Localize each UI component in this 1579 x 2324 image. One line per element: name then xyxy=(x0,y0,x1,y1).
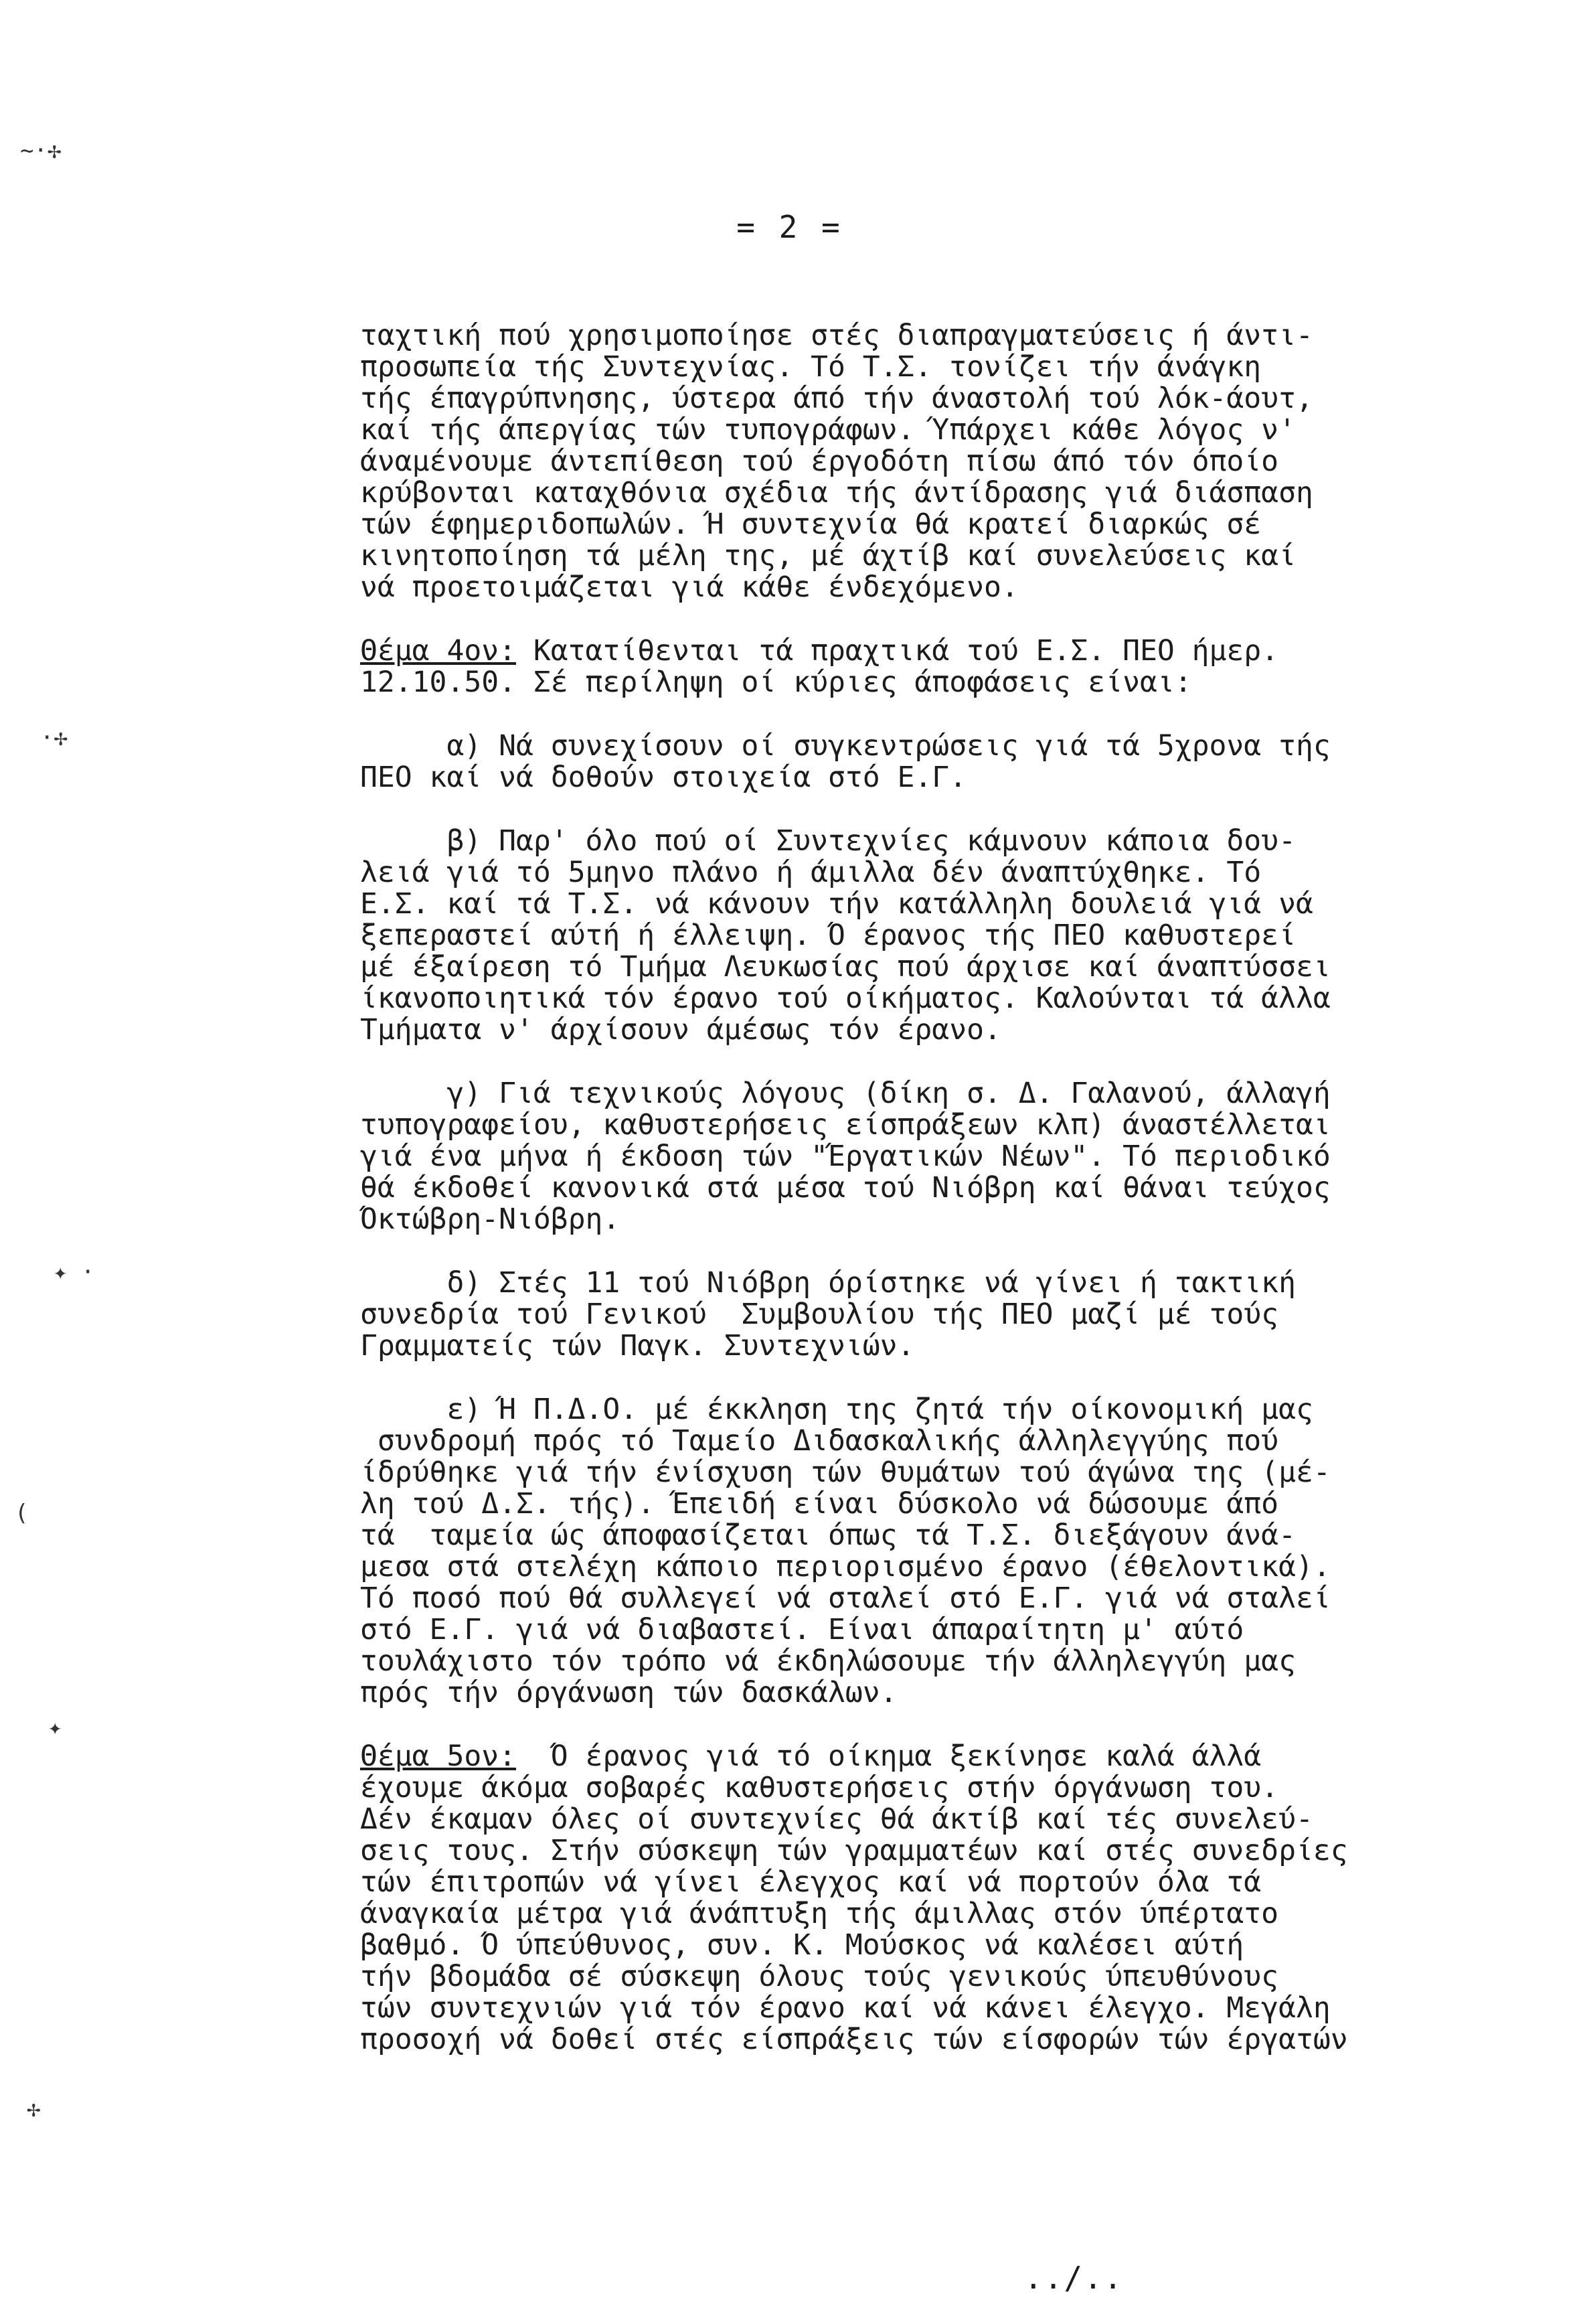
paragraph-theme5 xyxy=(360,1741,1538,2056)
text-line: στό Ε.Γ. γιά νά διαβαστεί. Είναι άπαραίτητη μ' αύτό xyxy=(360,1613,1244,1646)
text-line: α) Νά συνεχίσουν οί συγκεντρώσεις γιά τά 5χρονα τής xyxy=(360,729,1331,763)
text-line: ίδρύθηκε γιά τήν ένίσχυση τών θυμάτων τού άγώνα της (μέ- xyxy=(360,1456,1331,1489)
text-line: Δέν έκαμαν όλες οί συντεχνίες θά άκτίβ καί τές συνελεύ- xyxy=(360,1802,1313,1836)
text-line xyxy=(360,635,1538,667)
text-line: γιά ένα μήνα ή έκδοση τών "Έργατικών Νέων". Τό περιοδικό xyxy=(360,1140,1331,1173)
margin-mark: ✢ xyxy=(27,2096,41,2122)
text-line: τά ταμεία ώς άποφασίζεται όπως τά Τ.Σ. διεξάγουν άνά- xyxy=(360,1519,1296,1552)
text-line: καί τής άπεργίας τών τυπογράφων. Ύπάρχει κάθε λόγος ν' xyxy=(360,413,1296,447)
text-line: κινητοποίηση τά μέλη της, μέ άχτίβ καί συνελεύσεις καί xyxy=(360,539,1296,572)
text-line: 12.10.50. Σέ περίληψη οί κύριες άποφάσεις είναι: xyxy=(360,666,1192,699)
text-line: προσοχή νά δοθεί στές είσπράξεις τών είσφορών τών έργατών xyxy=(360,2023,1348,2056)
text-line: σεις τους. Στήν σύσκεψη τών γραμματέων καί στές συνεδρίες xyxy=(360,1834,1348,1867)
heading-text: Ό έρανος γιά τό οίκημα ξεκίνησε καλά άλλά xyxy=(516,1739,1262,1773)
text-line: έχουμε άκόμα σοβαρές καθυστερήσεις στήν όργάνωση του. xyxy=(360,1771,1279,1804)
margin-mark: ·✢ xyxy=(40,724,68,751)
heading-text: Κατατίθενται τά πραχτικά τού Ε.Σ. ΠΕΟ ήμερ. xyxy=(516,634,1279,668)
margin-mark: ✦ xyxy=(48,1714,62,1741)
document-body xyxy=(360,320,1538,2088)
text-line: λη τού Δ.Σ. τής). Έπειδή είναι δύσκολο νά δώσουμε άπό xyxy=(360,1487,1279,1521)
text-line: θά έκδοθεί κανονικά στά μέσα τού Νιόβρη καί θάναι τεύχος xyxy=(360,1171,1331,1205)
text-line: τουλάχιστο τόν τρόπο νά έκδηλώσουμε τήν άλληλεγγύη μας xyxy=(360,1644,1296,1678)
paragraph-item-a xyxy=(360,730,1538,793)
paragraph-item-e xyxy=(360,1394,1538,1709)
paragraph-item-d xyxy=(360,1267,1538,1362)
text-line: τών έπιτροπών νά γίνει έλεγχος καί νά πορτούν όλα τά xyxy=(360,1865,1262,1899)
section-heading: Θέμα 5ον: xyxy=(360,1739,516,1773)
text-line: βαθμό. Ό ύπεύθυνος, συν. Κ. Μούσκος νά καλέσει αύτή xyxy=(360,1928,1244,1962)
text-line: άναμένουμε άντεπίθεση τού έργοδότη πίσω άπό τόν όποίο xyxy=(360,445,1279,478)
text-line: ίκανοποιητικά τόν έρανο τού οίκήματος. Καλούνται τά άλλα xyxy=(360,982,1331,1015)
text-line: πρός τήν όργάνωση τών δασκάλων. xyxy=(360,1676,898,1709)
text-line: τήν βδομάδα σέ σύσκεψη όλους τούς γενικούς ύπευθύνους xyxy=(360,1960,1279,1993)
text-line: κρύβονται καταχθόνια σχέδια τής άντίδρασης γιά διάσπαση xyxy=(360,476,1313,510)
margin-mark: ✦ · xyxy=(54,1259,95,1286)
text-line: άναγκαία μέτρα γιά άνάπτυξη τής άμιλλας στόν ύπέρτατο xyxy=(360,1897,1279,1930)
text-line: τών συντεχνιών γιά τόν έρανο καί νά κάνει έλεγχο. Μεγάλη xyxy=(360,1991,1331,2025)
text-line: ταχτική πού χρησιμοποίησε στές διαπραγματεύσεις ή άντι- xyxy=(360,319,1313,352)
paragraph-intro xyxy=(360,320,1538,603)
text-line: συνδρομή πρός τό Ταμείο Διδασκαλικής άλληλεγγύης πού xyxy=(360,1424,1279,1458)
paragraph-item-c xyxy=(360,1078,1538,1235)
text-line: νά προετοιμάζεται γιά κάθε ένδεχόμενο. xyxy=(360,570,1019,604)
text-line: ε) Ή Π.Δ.Ο. μέ έκκληση της ζητά τήν οίκονομική μας xyxy=(360,1393,1313,1426)
text-line: β) Παρ' όλο πού οί Συντεχνίες κάμνουν κάποια δου- xyxy=(360,824,1296,858)
text-line: Ε.Σ. καί τά Τ.Σ. νά κάνουν τήν κατάλληλη δουλειά γιά νά xyxy=(360,887,1313,921)
text-line: ξεπεραστεί αύτή ή έλλειψη. Ό έρανος τής ΠΕΟ καθυστερεί xyxy=(360,919,1296,952)
text-line: μεσα στά στελέχη κάποιο περιορισμένο έρανο (έθελοντικά). xyxy=(360,1550,1331,1583)
text-line: ΠΕΟ καί νά δοθούν στοιχεία στό Ε.Γ. xyxy=(360,761,967,794)
text-line: γ) Γιά τεχνικούς λόγους (δίκη σ. Δ. Γαλανού, άλλαγή xyxy=(360,1077,1331,1110)
section-heading: Θέμα 4ον: xyxy=(360,634,516,668)
paragraph-item-b xyxy=(360,826,1538,1046)
margin-mark: ~·✢ xyxy=(20,137,62,164)
text-line: Όκτώβρη-Νιόβρη. xyxy=(360,1203,620,1236)
text-line: Τμήματα ν' άρχίσουν άμέσως τόν έρανο. xyxy=(360,1013,1001,1047)
text-line: τής έπαγρύπνησης, ύστερα άπό τήν άναστολή τού λόκ-άουτ, xyxy=(360,382,1313,415)
page-number: = 2 = xyxy=(736,209,843,245)
text-line: μέ έξαίρεση τό Τμήμα Λευκωσίας πού άρχισε καί άναπτύσσει xyxy=(360,950,1331,984)
margin-mark: ( xyxy=(15,1500,29,1527)
text-line: τυπογραφείου, καθυστερήσεις είσπράξεων κλπ) άναστέλλεται xyxy=(360,1108,1331,1142)
text-line: Γραμματείς τών Παγκ. Συντεχνιών. xyxy=(360,1329,915,1363)
text-line: δ) Στές 11 τού Νιόβρη όρίστηκε νά γίνει ή τακτική xyxy=(360,1266,1296,1300)
continuation-marker: ../.. xyxy=(1024,2260,1124,2296)
text-line: Τό ποσό πού θά συλλεγεί νά σταλεί στό Ε.Γ. γιά νά σταλεί xyxy=(360,1581,1331,1615)
text-line: λειά γιά τό 5μηνο πλάνο ή άμιλλα δέν άναπτύχθηκε. Τό xyxy=(360,856,1262,889)
text-line: συνεδρία τού Γενικού Συμβουλίου τής ΠΕΟ μαζί μέ τούς xyxy=(360,1298,1279,1331)
paragraph-theme4 xyxy=(360,635,1538,698)
text-line: προσωπεία τής Συντεχνίας. Τό Τ.Σ. τονίζει τήν άνάγκη xyxy=(360,350,1262,384)
text-line xyxy=(360,1741,1538,1772)
text-line: τών έφημεριδοπωλών. Ή συντεχνία θά κρατεί διαρκώς σέ xyxy=(360,508,1262,541)
